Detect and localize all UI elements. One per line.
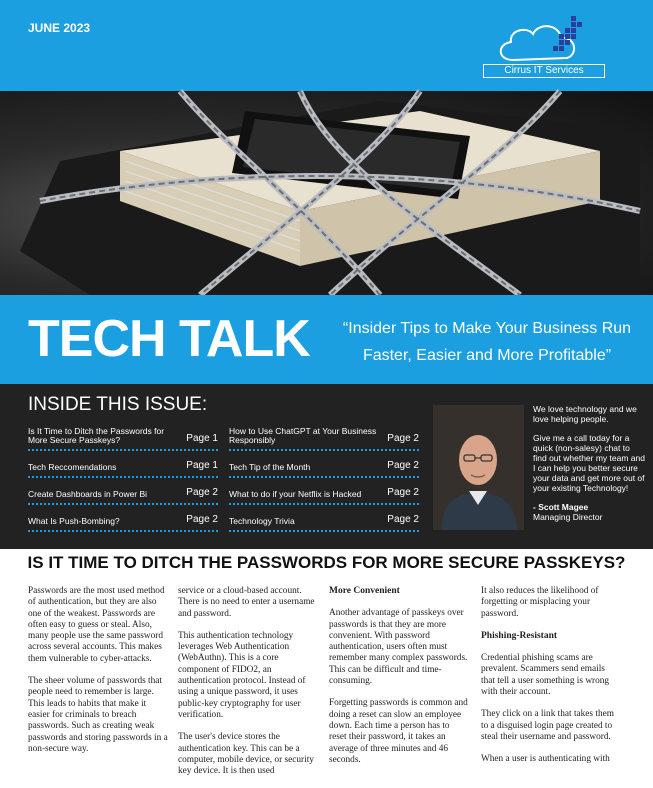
intro-paragraph: We love technology and we love helping people. (533, 404, 637, 424)
toc-item-page: Page 2 (387, 514, 419, 525)
toc-item[interactable] (28, 451, 218, 478)
chained-book-illustration (0, 91, 653, 295)
toc-column-right (229, 424, 419, 532)
toc-item[interactable] (28, 424, 218, 451)
hero-image (0, 91, 653, 295)
toc-item-title: Tech Reccomendations (28, 462, 117, 472)
portrait-avatar-icon (433, 405, 524, 530)
article-paragraph: The user's device stores the authentication key. This can be a computer, mobile device, or security key device. It is then used (178, 732, 314, 777)
toc-item-page: Page 1 (186, 433, 218, 444)
article-paragraph: Forgetting passwords is common and doing a reset can slow an employee down. Each time a person has to reset their password, it takes an average of three minutes and 46 seconds. (329, 698, 468, 765)
company-logo (483, 8, 613, 82)
toc-item[interactable] (229, 505, 419, 532)
toc-item-title: What Is Push-Bombing? (28, 516, 120, 526)
toc-item-page: Page 2 (387, 487, 419, 498)
toc-item[interactable] (229, 424, 419, 451)
section-heading: More Convenient (329, 586, 400, 596)
director-message (533, 404, 645, 522)
toc-item-page: Page 1 (186, 460, 218, 471)
toc-column-left (28, 424, 218, 532)
toc-item-page: Page 2 (186, 514, 218, 525)
newsletter-title: TECH TALK (28, 310, 310, 368)
article-paragraph: It also reduces the likelihood of forgetting or misplacing your password. (481, 586, 599, 619)
toc-item-page: Page 2 (387, 460, 419, 471)
toc-item-title: What to do if your Netflix is Hacked (229, 489, 362, 499)
article-paragraph: This authentication technology leverages Web Authentication (WebAuthn). This is a core component of FIDO2, an authentication protocol. Instead of using a unique password, it uses public-key cryptography for user verification. (178, 630, 306, 720)
header-band (0, 0, 653, 91)
inside-title: INSIDE THIS ISSUE: (28, 394, 208, 415)
cloud-logo-icon (483, 8, 613, 66)
tech-talk-banner (0, 295, 653, 384)
article-column-4 (481, 586, 621, 777)
intro-paragraph: Give me a call today for a quick (non-salesy) chat to find out whether my team and I can help you better secure your data and get more out of your existing Technology! (533, 433, 645, 493)
toc-item-title: Tech Tip of the Month (229, 462, 311, 472)
toc-item-title: Create Dashboards in Power Bi (28, 489, 148, 499)
inside-this-issue (0, 384, 653, 549)
author-photo (433, 405, 524, 530)
section-heading: Phishing-Resistant (481, 630, 558, 641)
signature-title: Managing Director (533, 512, 603, 522)
logo-wordmark: Cirrus IT Services (483, 64, 605, 78)
issue-date: JUNE 2023 (28, 21, 91, 35)
article-paragraph: Another advantage of passkeys over passwords is that they are more convenient. With password authentication, users often must remember many complex passwords. This can be difficult and time-consuming. (329, 608, 468, 687)
toc-item-page: Page 2 (186, 487, 218, 498)
article-column-2 (178, 586, 318, 788)
newsletter-tagline: “Insider Tips to Make Your Business Run Faster, Easier and More Profitable” (342, 320, 632, 364)
article-paragraph: They click on a link that takes them to a disguised login page created to steal their username and password. (481, 709, 614, 742)
article-paragraph: Passwords are the most used method of authentication, but they are also one of the weakest. Passwords are often easy to guess or steal. Also, many people use the same password across several accounts. This makes them vulnerable to cyber-attacks. (28, 586, 165, 664)
toc-item-title: Technology Trivia (229, 516, 295, 526)
toc-item[interactable] (28, 478, 218, 505)
article-paragraph: Credential phishing scams are prevalent. Scammers send emails that tell a user something is wrong with their account. (481, 653, 610, 698)
toc-item-title: Is It Time to Ditch the Passwords for More Secure Passkeys? (28, 426, 165, 445)
toc-item[interactable] (28, 505, 218, 532)
toc-item[interactable] (229, 478, 419, 505)
article-paragraph: When a user is authenticating with (481, 754, 610, 765)
article-column-3 (329, 586, 469, 777)
toc-item-title: How to Use ChatGPT at Your Business Responsibly (229, 426, 377, 445)
signature-name: - Scott Magee (533, 502, 589, 512)
article-paragraph: The sheer volume of passwords that people need to remember is large. This leads to habits that make it easier for criminals to breach passwords. Such as creating weak passwords and storing passwords in a non-secure way. (28, 676, 168, 754)
article-column-1 (28, 586, 168, 766)
article-headline: IS IT TIME TO DITCH THE PASSWORDS FOR MORE SECURE PASSKEYS? (27, 553, 626, 572)
toc-item[interactable] (229, 451, 419, 478)
toc-item-page: Page 2 (387, 433, 419, 444)
article-paragraph: service or a cloud-based account. There is no need to enter a username and password. (178, 586, 315, 619)
